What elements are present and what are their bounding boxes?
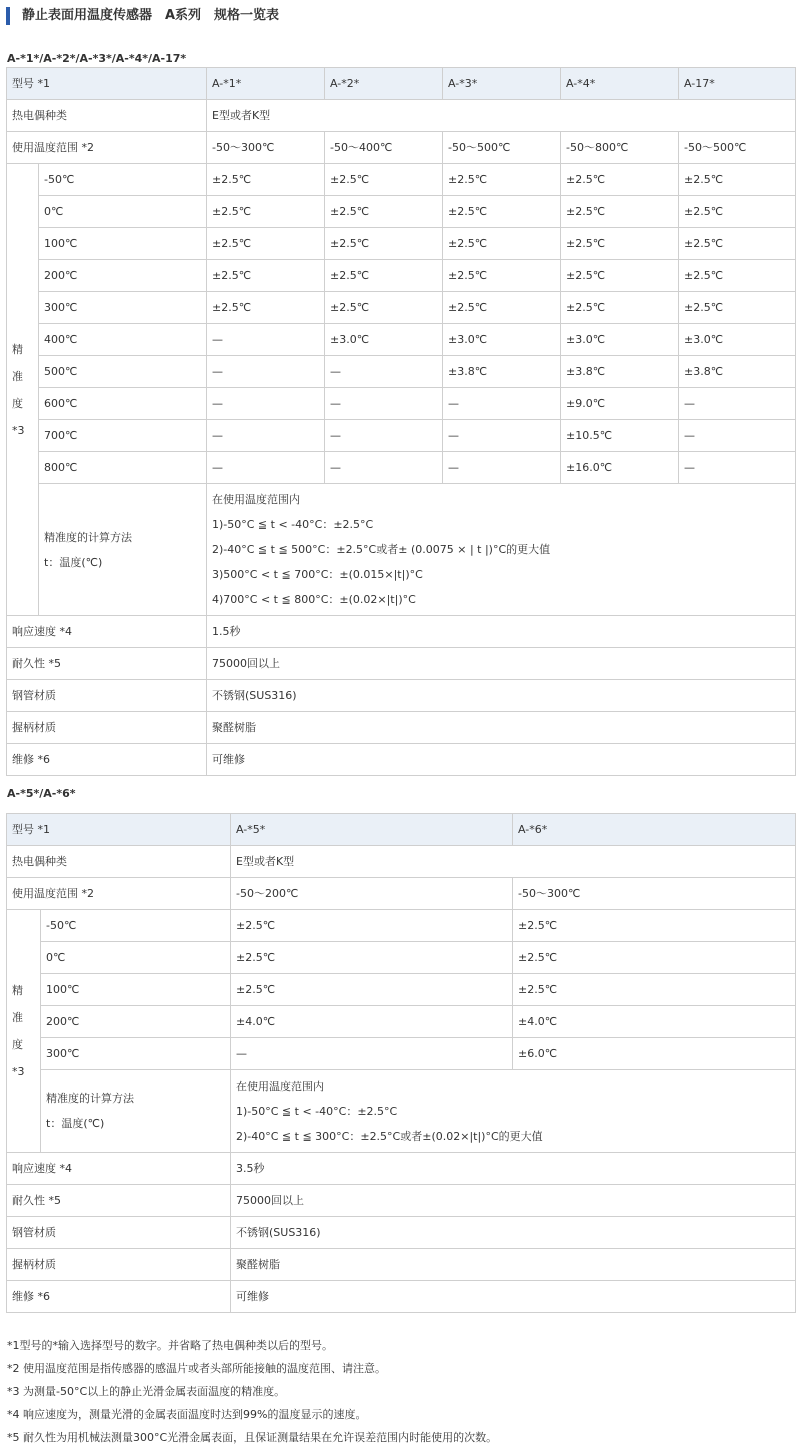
footnotes <box>7 1334 797 1449</box>
accuracy-cell: — <box>207 388 325 420</box>
accuracy-cell: ±2.5℃ <box>325 196 443 228</box>
handle-value: 聚醛树脂 <box>207 712 796 744</box>
temp-cell: 0℃ <box>39 196 207 228</box>
model-cell: A-*6* <box>513 814 796 846</box>
repair-label: 维修 *6 <box>7 744 207 776</box>
durability-value: 75000回以上 <box>231 1185 796 1217</box>
accuracy-cell: ±2.5℃ <box>231 910 513 942</box>
accuracy-label-char: 精 <box>12 984 23 997</box>
accuracy-cell: ±2.5℃ <box>207 292 325 324</box>
accuracy-cell: ±2.5℃ <box>513 910 796 942</box>
method-text <box>231 1070 796 1153</box>
temp-cell: 200℃ <box>39 260 207 292</box>
accuracy-label <box>7 164 39 616</box>
accuracy-cell: ±3.8℃ <box>561 356 679 388</box>
accuracy-cell: ±2.5℃ <box>325 260 443 292</box>
model-row <box>7 68 796 100</box>
accuracy-row <box>7 974 796 1006</box>
accuracy-cell: ±2.5℃ <box>207 260 325 292</box>
method-line: 3)500°C < t ≦ 700°C：±(0.015×|t|)°C <box>212 568 423 581</box>
accuracy-label-char: 度 <box>12 396 23 410</box>
temp-cell: 100℃ <box>41 974 231 1006</box>
accuracy-cell: ±2.5℃ <box>443 164 561 196</box>
spec-table-1 <box>6 67 796 776</box>
accuracy-row <box>7 228 796 260</box>
repair-row <box>7 1281 796 1313</box>
temp-cell: 400℃ <box>39 324 207 356</box>
method-label <box>41 1070 231 1153</box>
accuracy-row <box>7 388 796 420</box>
accuracy-cell: ±2.5℃ <box>679 228 796 260</box>
temp-cell: 200℃ <box>41 1006 231 1038</box>
accuracy-cell: ±2.5℃ <box>443 196 561 228</box>
method-label-line: t：温度(℃) <box>44 555 103 569</box>
temp-cell: 600℃ <box>39 388 207 420</box>
accuracy-cell: ±2.5℃ <box>207 228 325 260</box>
model-cell: A-*1* <box>207 68 325 100</box>
accuracy-cell: ±3.0℃ <box>679 324 796 356</box>
repair-row <box>7 744 796 776</box>
thermocouple-label: 热电偶种类 <box>7 100 207 132</box>
accuracy-cell: ±2.5℃ <box>325 164 443 196</box>
method-line: 1)-50°C ≦ t < -40°C：±2.5°C <box>212 518 374 531</box>
accuracy-cell: — <box>231 1038 513 1070</box>
range-cell: -50～500℃ <box>679 132 796 164</box>
accuracy-cell: ±2.5℃ <box>679 196 796 228</box>
repair-label: 维修 *6 <box>7 1281 231 1313</box>
thermocouple-value: E型或者K型 <box>231 846 796 878</box>
range-cell: -50～400℃ <box>325 132 443 164</box>
handle-row <box>7 1249 796 1281</box>
response-value: 1.5秒 <box>207 616 796 648</box>
tube-label: 钢管材质 <box>7 1217 231 1249</box>
accuracy-cell: ±2.5℃ <box>443 260 561 292</box>
response-value: 3.5秒 <box>231 1153 796 1185</box>
tube-label: 钢管材质 <box>7 680 207 712</box>
accuracy-cell: ±3.0℃ <box>561 324 679 356</box>
accuracy-cell: — <box>325 420 443 452</box>
thermocouple-label: 热电偶种类 <box>7 846 231 878</box>
temp-cell: -50℃ <box>41 910 231 942</box>
accuracy-cell: ±2.5℃ <box>513 974 796 1006</box>
accuracy-cell: — <box>443 420 561 452</box>
accuracy-cell: ±2.5℃ <box>679 292 796 324</box>
range-row <box>7 132 796 164</box>
response-row <box>7 616 796 648</box>
handle-label: 握柄材质 <box>7 712 207 744</box>
accuracy-cell: — <box>325 452 443 484</box>
tube-value: 不锈钢(SUS316) <box>207 680 796 712</box>
accuracy-label-char: *3 <box>12 423 25 437</box>
footnote: *5 耐久性为用机械法测量300°C光滑金属表面，且保证测量结果在允许误差范围内时能使用的次数。 <box>7 1431 498 1444</box>
accuracy-cell: — <box>679 388 796 420</box>
temp-cell: 0℃ <box>41 942 231 974</box>
temp-cell: 500℃ <box>39 356 207 388</box>
durability-row <box>7 1185 796 1217</box>
accuracy-cell: — <box>443 388 561 420</box>
accuracy-cell: — <box>679 452 796 484</box>
model-label: 型号 *1 <box>7 814 231 846</box>
thermocouple-row <box>7 846 796 878</box>
model-row <box>7 814 796 846</box>
repair-value: 可维修 <box>231 1281 796 1313</box>
accuracy-row <box>7 420 796 452</box>
method-line: 在使用温度范围内 <box>212 493 300 506</box>
accuracy-cell: ±16.0℃ <box>561 452 679 484</box>
footnote: *2 使用温度范围是指传感器的感温片或者头部所能接触的温度范围、请注意。 <box>7 1362 386 1375</box>
response-row <box>7 1153 796 1185</box>
temp-cell: 300℃ <box>41 1038 231 1070</box>
accuracy-cell: ±3.0℃ <box>325 324 443 356</box>
model-cell: A-*4* <box>561 68 679 100</box>
accuracy-cell: ±2.5℃ <box>325 228 443 260</box>
method-label-line: t：温度(℃) <box>46 1117 105 1130</box>
accuracy-label-char: 精 <box>12 342 23 356</box>
model-cell: A-*3* <box>443 68 561 100</box>
accuracy-row <box>7 260 796 292</box>
handle-value: 聚醛树脂 <box>231 1249 796 1281</box>
accuracy-cell: — <box>325 388 443 420</box>
footnote: *1型号的*输入选择型号的数字。并省略了热电偶种类以后的型号。 <box>7 1339 333 1352</box>
accuracy-cell: ±10.5℃ <box>561 420 679 452</box>
method-text <box>207 484 796 616</box>
temp-cell: -50℃ <box>39 164 207 196</box>
temp-cell: 700℃ <box>39 420 207 452</box>
section1-heading: A-*1*/A-*2*/A-*3*/A-*4*/A-17* <box>7 52 187 65</box>
method-label-line: 精准度的计算方法 <box>44 530 132 544</box>
accuracy-row <box>7 292 796 324</box>
accuracy-cell: ±4.0℃ <box>513 1006 796 1038</box>
range-cell: -50～300℃ <box>513 878 796 910</box>
accuracy-cell: ±2.5℃ <box>231 974 513 1006</box>
method-label-line: 精准度的计算方法 <box>46 1092 134 1105</box>
accuracy-row <box>7 196 796 228</box>
range-row <box>7 878 796 910</box>
method-line: 1)-50°C ≦ t < -40°C：±2.5°C <box>236 1104 398 1118</box>
model-label: 型号 *1 <box>7 68 207 100</box>
footnote: *3 为测量-50°C以上的静止光滑金属表面温度的精准度。 <box>7 1385 286 1398</box>
accuracy-cell: ±2.5℃ <box>513 942 796 974</box>
accuracy-cell: — <box>207 420 325 452</box>
accuracy-cell: — <box>207 452 325 484</box>
accuracy-cell: ±2.5℃ <box>207 164 325 196</box>
footnote: *4 响应速度为，测量光滑的金属表面温度时达到99%的温度显示的速度。 <box>7 1408 367 1421</box>
handle-label: 握柄材质 <box>7 1249 231 1281</box>
section2-heading: A-*5*/A-*6* <box>7 787 76 800</box>
accuracy-label-char: 准 <box>12 1011 23 1024</box>
accuracy-cell: ±2.5℃ <box>561 292 679 324</box>
response-label: 响应速度 *4 <box>7 1153 231 1185</box>
accuracy-row <box>7 452 796 484</box>
method-line: 4)700°C < t ≦ 800°C：±(0.02×|t|)°C <box>212 593 416 606</box>
method-line: 在使用温度范围内 <box>236 1079 324 1093</box>
range-cell: -50～500℃ <box>443 132 561 164</box>
response-label: 响应速度 *4 <box>7 616 207 648</box>
accuracy-row <box>7 1006 796 1038</box>
accuracy-row <box>7 324 796 356</box>
model-cell: A-17* <box>679 68 796 100</box>
accuracy-row <box>7 164 796 196</box>
accuracy-cell: — <box>325 356 443 388</box>
accuracy-row <box>7 1038 796 1070</box>
accuracy-cell: ±2.5℃ <box>207 196 325 228</box>
accuracy-cell: ±2.5℃ <box>325 292 443 324</box>
accuracy-cell: ±2.5℃ <box>679 164 796 196</box>
range-cell: -50～800℃ <box>561 132 679 164</box>
temp-cell: 100℃ <box>39 228 207 260</box>
accuracy-cell: ±2.5℃ <box>231 942 513 974</box>
accuracy-cell: ±2.5℃ <box>561 196 679 228</box>
thermocouple-value: E型或者K型 <box>207 100 796 132</box>
spec-table-2 <box>6 813 796 1313</box>
accuracy-cell: ±2.5℃ <box>561 164 679 196</box>
thermocouple-row <box>7 100 796 132</box>
durability-label: 耐久性 *5 <box>7 1185 231 1217</box>
method-row <box>7 1070 796 1153</box>
durability-value: 75000回以上 <box>207 648 796 680</box>
handle-row <box>7 712 796 744</box>
model-cell: A-*2* <box>325 68 443 100</box>
accuracy-row <box>7 942 796 974</box>
accuracy-cell: ±2.5℃ <box>679 260 796 292</box>
accuracy-cell: ±3.8℃ <box>443 356 561 388</box>
accuracy-row <box>7 356 796 388</box>
accuracy-cell: ±6.0℃ <box>513 1038 796 1070</box>
accuracy-cell: ±3.0℃ <box>443 324 561 356</box>
accuracy-cell: ±2.5℃ <box>561 228 679 260</box>
tube-row <box>7 680 796 712</box>
range-label: 使用温度范围 *2 <box>7 132 207 164</box>
accuracy-cell: — <box>207 324 325 356</box>
durability-row <box>7 648 796 680</box>
temp-cell: 300℃ <box>39 292 207 324</box>
accuracy-cell: ±3.8℃ <box>679 356 796 388</box>
temp-cell: 800℃ <box>39 452 207 484</box>
accuracy-cell: ±2.5℃ <box>443 292 561 324</box>
accuracy-cell: ±9.0℃ <box>561 388 679 420</box>
range-cell: -50～200℃ <box>231 878 513 910</box>
method-line: 2)-40°C ≦ t ≦ 300°C：±2.5°C或者±(0.02×|t|)°C的更大值 <box>236 1129 543 1143</box>
method-row <box>7 484 796 616</box>
method-label <box>39 484 207 616</box>
accuracy-cell: ±2.5℃ <box>443 228 561 260</box>
accuracy-label <box>7 910 41 1153</box>
accuracy-cell: — <box>207 356 325 388</box>
range-cell: -50～300℃ <box>207 132 325 164</box>
range-label: 使用温度范围 *2 <box>7 878 231 910</box>
tube-value: 不锈钢(SUS316) <box>231 1217 796 1249</box>
accuracy-cell: ±4.0℃ <box>231 1006 513 1038</box>
repair-value: 可维修 <box>207 744 796 776</box>
accuracy-label-char: *3 <box>12 1065 25 1078</box>
accuracy-cell: — <box>679 420 796 452</box>
accuracy-cell: — <box>443 452 561 484</box>
page-title: 静止表面用温度传感器 A系列 规格一览表 <box>6 7 279 25</box>
accuracy-label-char: 度 <box>12 1038 23 1051</box>
durability-label: 耐久性 *5 <box>7 648 207 680</box>
accuracy-cell: ±2.5℃ <box>561 260 679 292</box>
model-cell: A-*5* <box>231 814 513 846</box>
method-line: 2)-40°C ≦ t ≦ 500°C：±2.5°C或者± (0.0075 × | t |)°C的更大值 <box>212 543 551 556</box>
accuracy-label-char: 准 <box>12 369 23 383</box>
tube-row <box>7 1217 796 1249</box>
accuracy-row <box>7 910 796 942</box>
